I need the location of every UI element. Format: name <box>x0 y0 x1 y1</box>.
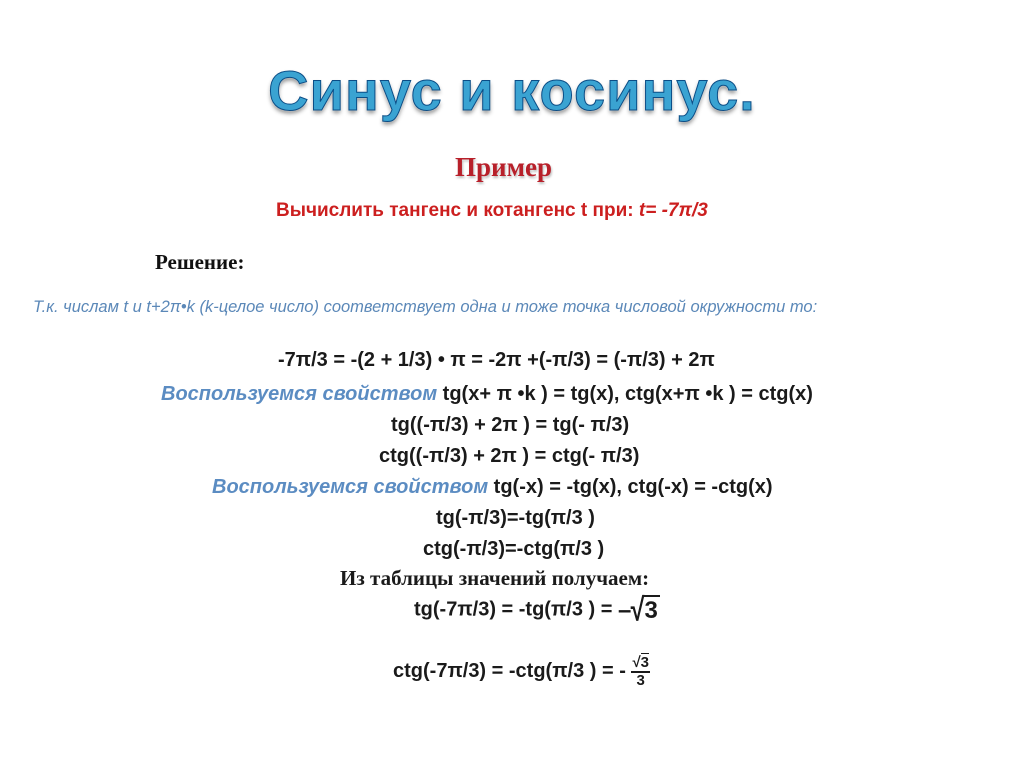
equation-line-4: ctg((-π/3) + 2π ) = ctg(- π/3) <box>379 445 640 467</box>
task-text: Вычислить тангенс и котангенс t при: <box>276 200 639 221</box>
property-label: Воспользуемся свойством <box>212 476 494 498</box>
minus-sqrt3-answer <box>617 592 660 629</box>
equation-line-3: tg((-π/3) + 2π ) = tg(- π/3) <box>391 414 630 436</box>
property-formula: tg(x+ π •k ) = tg(x), ctg(x+π •k ) = ctg(x) <box>442 383 813 405</box>
result-expression: tg(-7π/3) = -tg(π/3 ) = <box>414 598 618 621</box>
equation-line-7: ctg(-π/3)=-ctg(π/3 ) <box>423 538 605 560</box>
radicand: 3 <box>640 654 650 671</box>
sqrt3-over-3-answer <box>631 655 650 689</box>
property-label: Воспользуемся свойством <box>161 383 443 405</box>
slide-title: Синус и косинус. <box>268 59 756 122</box>
result-expression: ctg(-7π/3) = -ctg(π/3 ) = - <box>393 660 632 683</box>
equation-line-1: -7π/3 = -(2 + 1/3) • π = -2π +(-π/3) = (-π/3) + 2π <box>278 349 715 371</box>
property-line-2 <box>212 476 773 499</box>
radical-sign: √ <box>630 592 645 629</box>
task-value: t= -7π/3 <box>638 200 708 221</box>
table-values-line: Из таблицы значений получаем: <box>340 566 650 590</box>
result-line-tg <box>414 592 660 629</box>
task-statement <box>276 200 708 222</box>
radical-sign: √ <box>632 654 641 671</box>
radicand: 3 <box>644 597 658 624</box>
explanation-note: Т.к. числам t и t+2π•k (k-целое число) соответствует одна и тоже точка числовой окружности то: <box>33 298 818 316</box>
minus-sign: – <box>617 597 632 624</box>
example-heading: Пример <box>455 152 552 182</box>
property-line-1 <box>161 383 813 406</box>
fraction-denominator: 3 <box>636 671 645 689</box>
fraction-numerator <box>631 655 650 673</box>
equation-line-6: tg(-π/3)=-tg(π/3 ) <box>436 507 595 529</box>
property-formula: tg(-x) = -tg(x), ctg(-x) = -ctg(x) <box>493 476 773 498</box>
solution-heading: Решение: <box>155 250 245 274</box>
result-line-ctg <box>393 655 650 689</box>
